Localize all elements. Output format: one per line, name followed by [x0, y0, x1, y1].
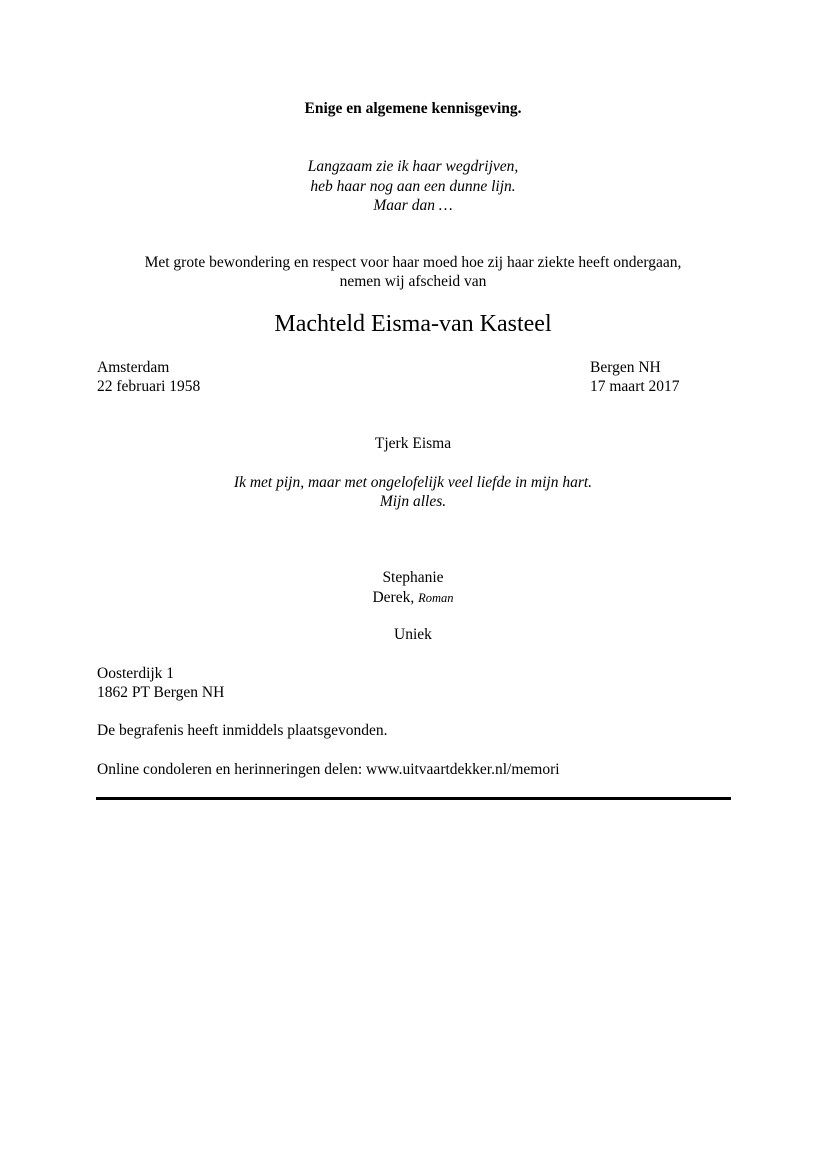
pet-name: Uniek: [394, 626, 432, 643]
partner-name: Tjerk Eisma: [374, 435, 452, 452]
bottom-divider: [96, 797, 731, 800]
child-second-partner: Roman: [418, 591, 454, 605]
child-second-row: [0, 588, 826, 608]
poem-line-3: Maar dan …: [373, 197, 453, 214]
condolence-note: Online condoleren en herinneringen delen: www.uitvaartdekker.nl/memori: [97, 761, 560, 778]
partner-quote-line-2: Mijn alles.: [379, 493, 447, 510]
notice-heading: Enige en algemene kennisgeving.: [304, 100, 522, 117]
address-postal-city: 1862 PT Bergen NH: [97, 684, 225, 701]
poem-line-1: Langzaam zie ik haar wegdrijven,: [307, 158, 519, 175]
partner-quote-line-1: Ik met pijn, maar met ongelofelijk veel liefde in mijn hart.: [233, 474, 593, 491]
address-street: Oosterdijk 1: [97, 665, 175, 682]
child-second: Derek,: [372, 589, 415, 606]
funeral-note: De begrafenis heeft inmiddels plaatsgevonden.: [97, 722, 388, 739]
death-date: 17 maart 2017: [590, 378, 680, 395]
death-place: Bergen NH: [590, 359, 661, 376]
intro-line-2: nemen wij afscheid van: [339, 273, 487, 290]
child-first: Stephanie: [382, 569, 444, 586]
birth-place: Amsterdam: [97, 359, 170, 376]
deceased-name: Machteld Eisma-van Kasteel: [274, 311, 552, 337]
intro-line-1: Met grote bewondering en respect voor haar moed hoe zij haar ziekte heeft ondergaan,: [144, 254, 682, 271]
poem-line-2: heb haar nog aan een dunne lijn.: [310, 178, 516, 195]
birth-date: 22 februari 1958: [97, 378, 201, 395]
